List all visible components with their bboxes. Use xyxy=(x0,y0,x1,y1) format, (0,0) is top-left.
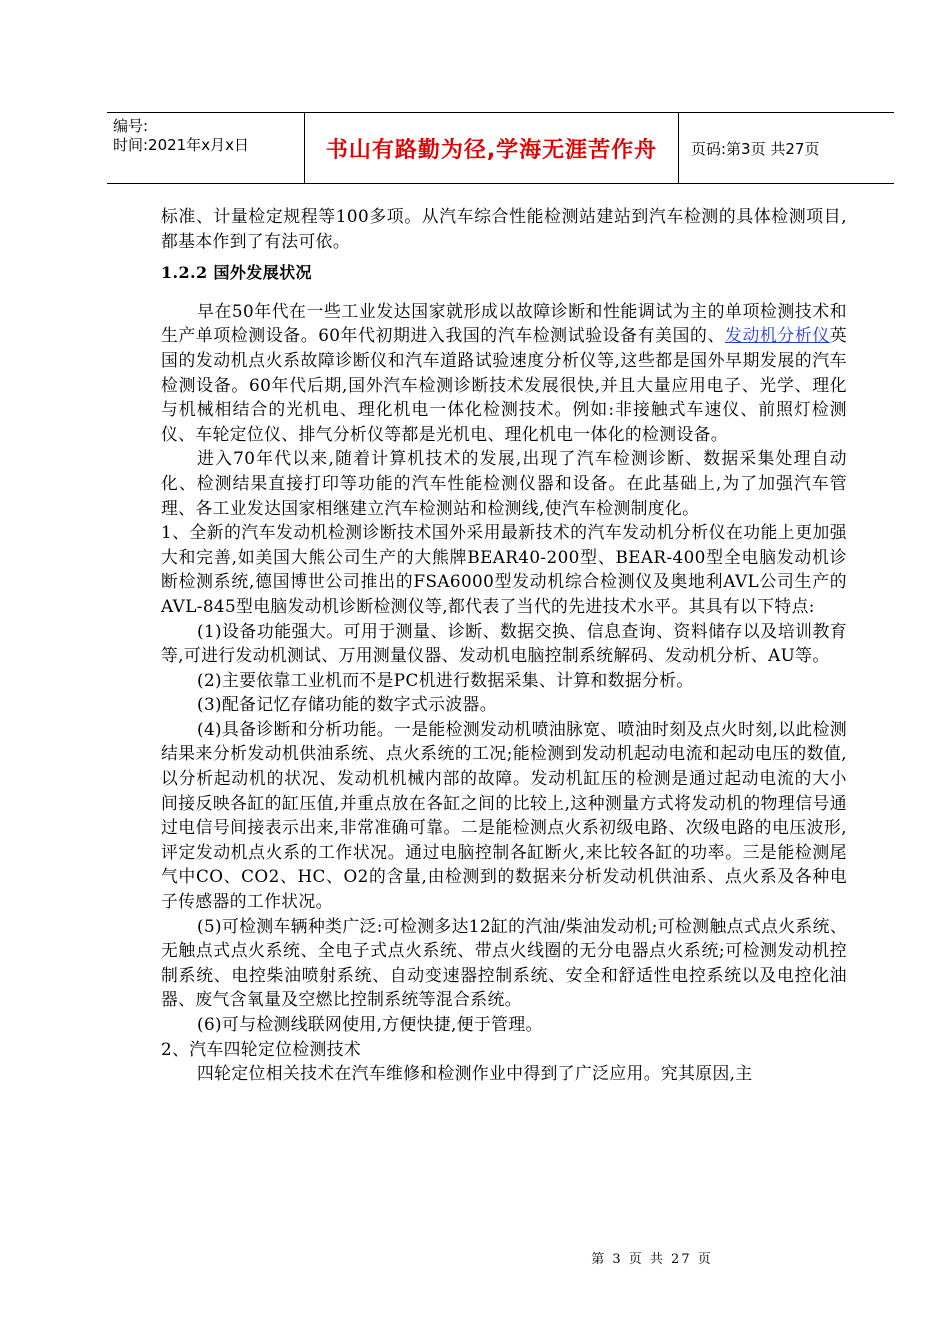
header-page-number: 页码:第3页 共27页 xyxy=(691,139,820,158)
paragraph-standards: 标准、计量检定规程等100多项。从汽车综合性能检测站建站到汽车检测的具体检测项目,都基本作到了有法可依。 xyxy=(161,206,847,251)
paragraph-engine-diagnosis: 1、全新的汽车发动机检测诊断技术国外采用最新技术的汽车发动机分析仪在功能上更加强大和完善,如美国大熊公司生产的大熊牌BEAR40-200型、BEAR-400型全电脑发动机诊断检测系统,德国博世公司推出的FSA6000型发动机综合检测仪及奥地利AVL公司生产的AVL-845型电脑发动机诊断检测仪等,都代表了当代的先进技术水平。其具有以下特点: xyxy=(161,522,847,616)
feature-item-1: (1)设备功能强大。可用于测量、诊断、数据交换、信息查询、资料储存以及培训教育等,可进行发动机测试、万用测量仪器、发动机电脑控制系统解码、发动机分析、AU等。 xyxy=(161,620,847,666)
paragraph-seventies: 进入70年代以来,随着计算机技术的发展,出现了汽车检测诊断、数据采集处理自动化、检测结果直接打印等功能的汽车性能检测仪器和设备。在此基础上,为了加强汽车管理、各工业发达国家相继建立汽车检测站和检测线,使汽车检测制度化。 xyxy=(161,448,847,518)
page-footer xyxy=(0,1248,950,1267)
header-motto: 书山有路勤为径,学海无涯苦作舟 xyxy=(325,137,658,163)
engine-analyzer-link[interactable]: 发动机分析仪 xyxy=(725,325,830,346)
paragraph-wheel-alignment: 四轮定位相关技术在汽车维修和检测作业中得到了广泛应用。究其原因,主 xyxy=(197,1063,753,1084)
section-heading: 1.2.2 国外发展状况 xyxy=(161,263,312,283)
feature-item-5: (5)可检测车辆种类广泛:可检测多达12缸的汽油/柴油发动机;可检测触点式点火系统、无触点式点火系统、全电子式点火系统、带点火线圈的无分电器点火系统;可检测发动机控制系统、电控柴油喷射系统、自动变速器控制系统、安全和舒适性电控系统以及电控化油器、废气含氧量及空燃比控制系统等混合系统。 xyxy=(161,915,847,1010)
feature-item-4: (4)具备诊断和分析功能。一是能检测发动机喷油脉宽、喷油时刻及点火时刻,以此检测结果来分析发动机供油系统、点火系统的工况;能检测到发动机起动电流和起动电压的数值,以分析起动机的状况、发动机机械内部的故障。发动机缸压的检测是通过起动电流的大小间接反映各缸的缸压值,并重点放在各缸之间的比较上,这种测量方式将发动机的物理信号通过电信号间接表示出来,非常准确可靠。二是能检测点火系初级电路、次级电路的电压波形,评定发动机点火系的工作状况。通过电脑控制各缸断火,来比较各缸的功率。三是能检测尾气中CO、CO2、HC、O2的含量,由检测到的数据来分析发动机供油系、点火系及各种电子传感器的工作状况。 xyxy=(161,718,847,912)
page-header xyxy=(107,112,894,184)
feature-item-2: (2)主要依靠工业机而不是PC机进行数据采集、计算和数据分析。 xyxy=(197,669,694,690)
document-body xyxy=(161,204,847,1086)
paragraph-text: 英国的发动机点火系故障诊断仪和汽车道路试验速度分析仪等,这些都是国外早期发展的汽车检测设备。60年代后期,国外汽车检测诊断技术发展很快,并且大量应用电子、光学、理化与机械相结合的光机电、理化机电一体化检测技术。例如:非接触式车速仪、前照灯检测仪、车轮定位仪、排气分析仪等都是光机电、理化机电一体化的检测设备。 xyxy=(161,325,848,444)
document-time-label: 时间:2021年x月x日 xyxy=(113,136,249,154)
footer-page-number: 第 3 页 共 27 页 xyxy=(591,1252,713,1267)
paragraph-wheel-alignment-title: 2、汽车四轮定位检测技术 xyxy=(161,1038,362,1059)
header-motto-cell xyxy=(304,113,679,183)
document-id-label: 编号: xyxy=(113,117,149,135)
feature-item-6: (6)可与检测线联网使用,方便快捷,便于管理。 xyxy=(197,1014,543,1034)
header-page-cell xyxy=(679,113,894,183)
feature-item-3: (3)配备记忆存储功能的数字式示波器。 xyxy=(197,694,497,715)
header-meta xyxy=(107,113,304,183)
paragraph-text: 早在50年代在一些工业发达国家就形成以故障诊断和性能调试为主的单项检测技术和生产单项检测设备。60年代初期进入我国的汽车检测试验设备有美国的、 xyxy=(161,300,847,346)
paragraph-early-development xyxy=(161,299,847,447)
